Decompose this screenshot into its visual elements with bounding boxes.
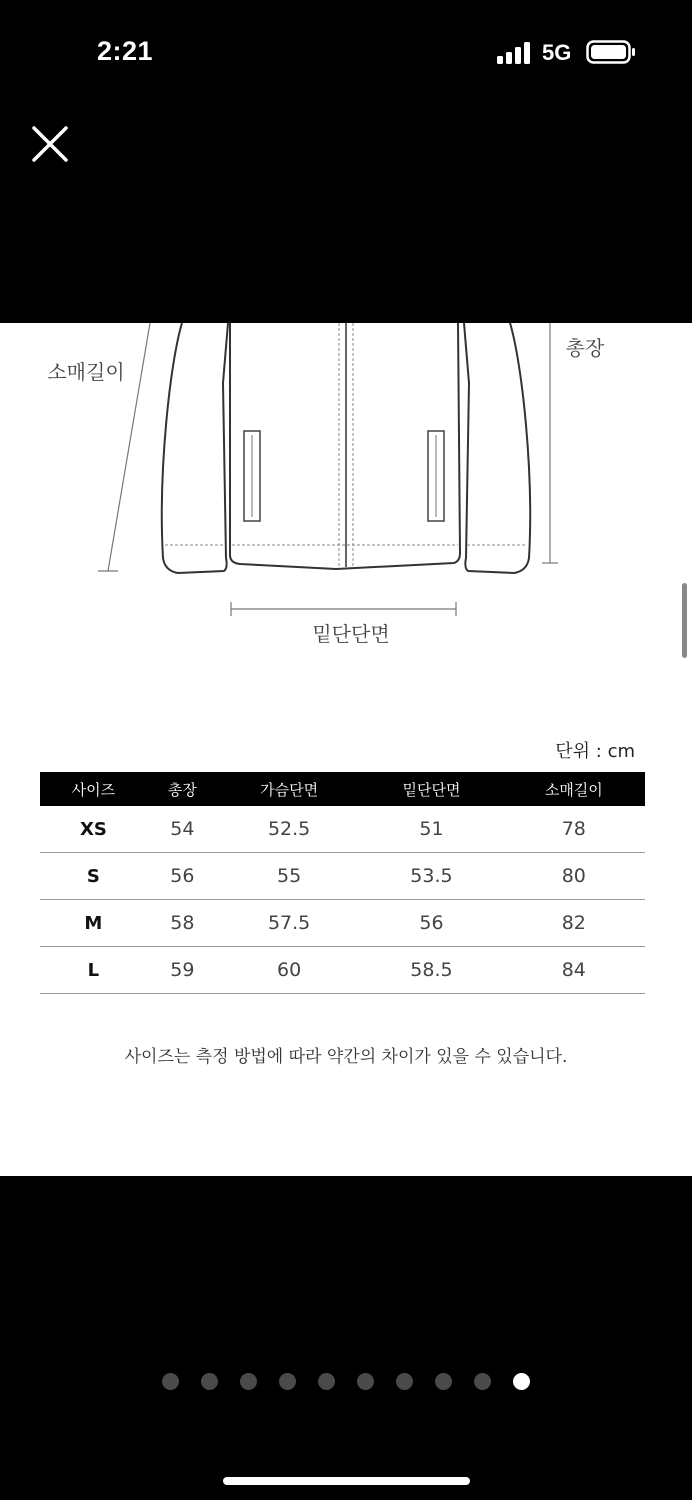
table-cell: 56	[360, 900, 502, 947]
size-note: 사이즈는 측정 방법에 따라 약간의 차이가 있을 수 있습니다.	[124, 1047, 568, 1067]
page-dot[interactable]	[240, 1373, 257, 1390]
page-dot[interactable]	[201, 1373, 218, 1390]
page-dot[interactable]	[474, 1373, 491, 1390]
sleeve-label: 소매길이	[47, 360, 125, 384]
page-dot[interactable]	[396, 1373, 413, 1390]
table-cell: 54	[147, 806, 218, 853]
scrollbar[interactable]	[682, 583, 687, 658]
signal-icon	[497, 42, 533, 64]
table-cell: 58.5	[360, 947, 502, 994]
table-cell: 84	[503, 947, 645, 994]
table-cell: 58	[147, 900, 218, 947]
table-cell: 60	[218, 947, 360, 994]
page-dot[interactable]	[279, 1373, 296, 1390]
status-time: 2:21	[97, 36, 154, 66]
column-header: 총장	[147, 772, 218, 806]
table-cell: 59	[147, 947, 218, 994]
table-cell: 51	[360, 806, 502, 853]
column-header: 소매길이	[503, 772, 645, 806]
column-header: 사이즈	[40, 772, 147, 806]
home-indicator[interactable]	[223, 1477, 470, 1485]
table-cell: 55	[218, 853, 360, 900]
table-cell: 52.5	[218, 806, 360, 853]
size-cell: XS	[40, 806, 147, 853]
close-icon[interactable]	[30, 124, 70, 164]
unit-label: 단위 : cm	[555, 741, 635, 762]
length-label: 총장	[565, 336, 605, 360]
hem-label: 밑단단면	[312, 622, 390, 646]
size-cell: S	[40, 853, 147, 900]
page-dot[interactable]	[318, 1373, 335, 1390]
table-cell: 57.5	[218, 900, 360, 947]
page-indicator[interactable]	[0, 1371, 692, 1391]
page-dot[interactable]	[435, 1373, 452, 1390]
jacket-diagram	[0, 323, 692, 683]
battery-icon	[586, 40, 636, 64]
table-cell: 78	[503, 806, 645, 853]
table-row	[40, 947, 645, 994]
table-row	[40, 806, 645, 853]
page-dot-active[interactable]	[513, 1373, 530, 1390]
column-header: 밑단단면	[360, 772, 502, 806]
column-header: 가슴단면	[218, 772, 360, 806]
size-cell: M	[40, 900, 147, 947]
table-row	[40, 853, 645, 900]
table-row	[40, 900, 645, 947]
table-header-row	[40, 772, 645, 806]
size-guide-image	[0, 323, 692, 1176]
size-table	[40, 772, 645, 994]
table-cell: 80	[503, 853, 645, 900]
size-cell: L	[40, 947, 147, 994]
status-bar	[0, 0, 692, 100]
table-cell: 53.5	[360, 853, 502, 900]
table-cell: 82	[503, 900, 645, 947]
page-dot[interactable]	[357, 1373, 374, 1390]
table-cell: 56	[147, 853, 218, 900]
network-type: 5G	[542, 40, 572, 65]
page-dot[interactable]	[162, 1373, 179, 1390]
